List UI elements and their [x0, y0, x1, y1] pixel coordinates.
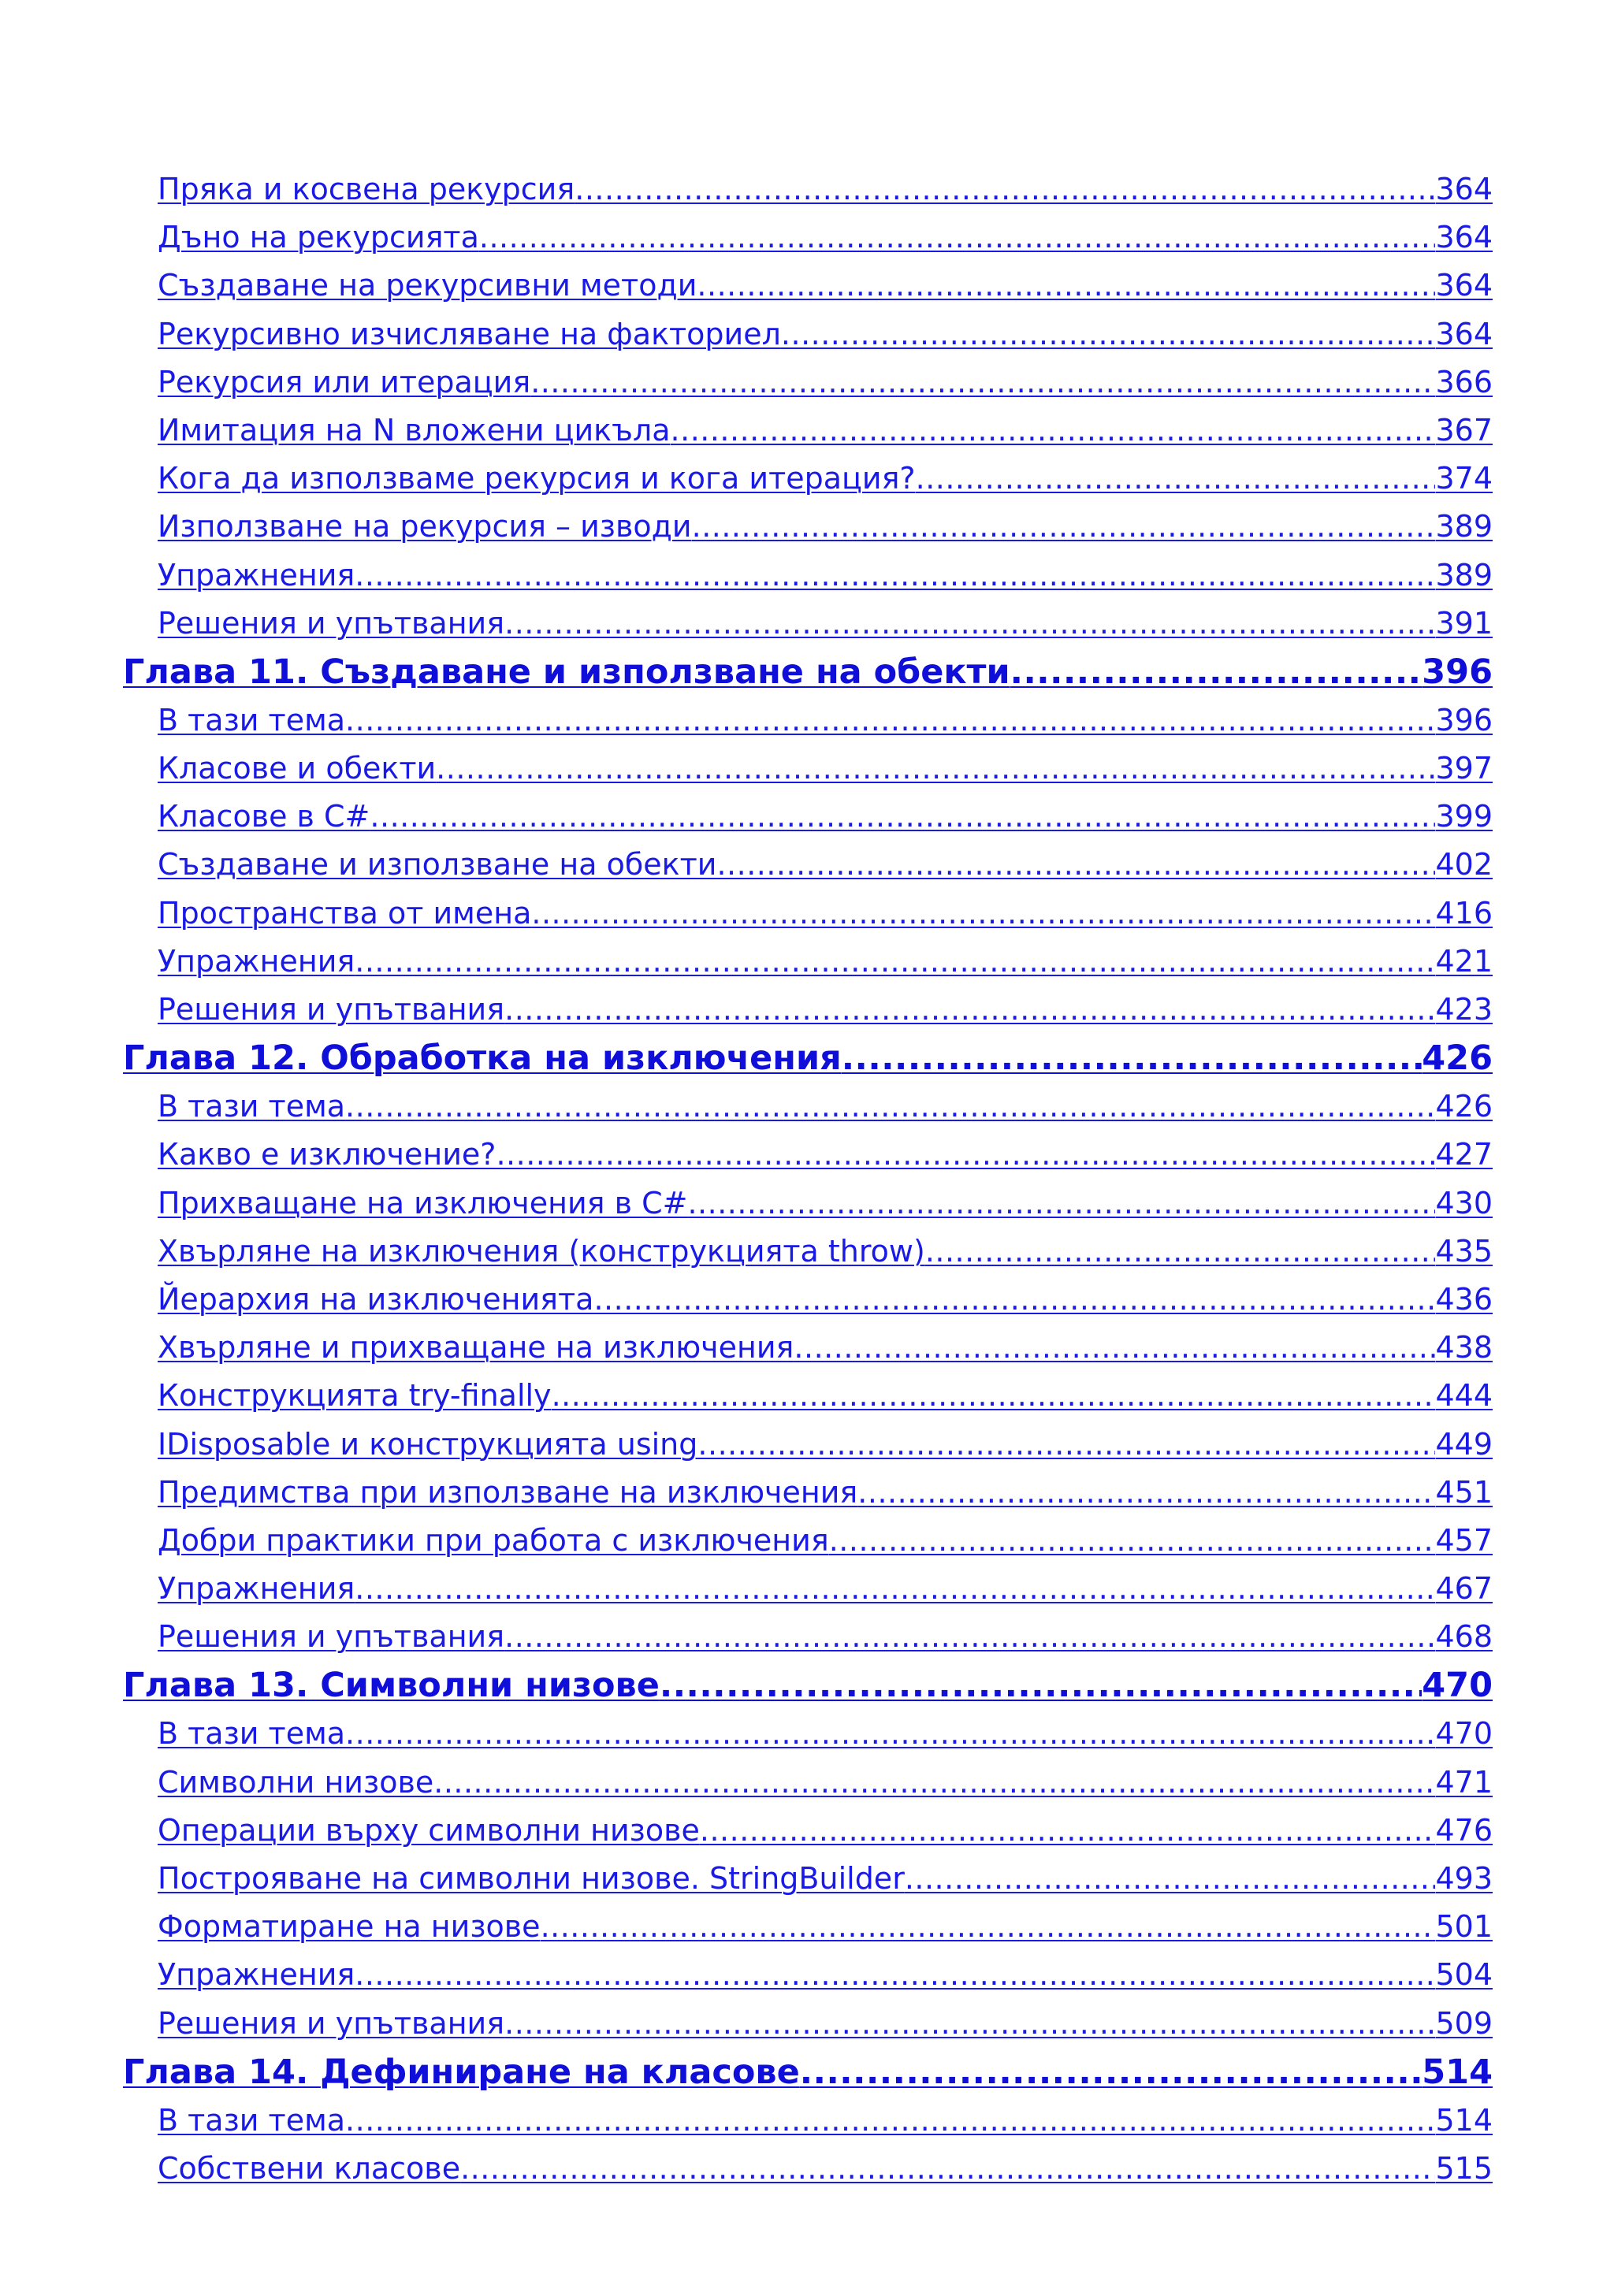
toc-section-link[interactable] [123, 938, 1493, 986]
toc-dot-leader [504, 600, 1435, 648]
toc-page-number: 402 [1435, 847, 1493, 882]
toc-chapter-link[interactable] [123, 2048, 1493, 2097]
toc-dot-leader [436, 745, 1435, 793]
toc-entry-title: Собствени класове [158, 2150, 461, 2186]
toc-entry-title: Добри практики при работа с изключения [158, 1522, 829, 1558]
toc-dot-leader [781, 310, 1436, 359]
toc-page-number: 367 [1435, 412, 1493, 448]
toc-page-number: 364 [1435, 172, 1493, 206]
toc-dot-leader [345, 697, 1435, 745]
toc-dot-leader [496, 1131, 1435, 1179]
toc-page-number: 515 [1435, 2150, 1493, 2186]
toc-entry-title: Форматиране на низове [158, 1909, 541, 1945]
toc-entry-title: Прихващане на изключения в C# [158, 1185, 688, 1220]
toc-page-number: 389 [1435, 557, 1493, 593]
toc-page-number: 451 [1435, 1474, 1493, 1510]
toc-dot-leader [700, 1807, 1436, 1855]
toc-dot-leader [355, 938, 1435, 986]
toc-section-link[interactable] [123, 600, 1493, 648]
toc-section-link[interactable] [123, 2097, 1493, 2145]
toc-entry-title: Глава 14. Дефиниране на класове [123, 2052, 800, 2092]
toc-chapter-link[interactable] [123, 1661, 1493, 1710]
toc-page-number: 396 [1422, 652, 1493, 692]
toc-dot-leader [504, 1613, 1435, 1661]
toc-entry-title: Какво е изключение? [158, 1137, 496, 1172]
toc-section-link[interactable] [123, 745, 1493, 793]
toc-entry-title: Решения и упътвания [158, 605, 505, 641]
toc-section-link[interactable] [123, 455, 1493, 503]
toc-page-number: 470 [1435, 1716, 1493, 1752]
toc-dot-leader [541, 1903, 1436, 1951]
toc-entry-title: Имитация на N вложени цикъла [158, 412, 671, 448]
toc-entry-title: IDisposable и конструкцията using [158, 1426, 698, 1462]
toc-dot-leader [925, 1228, 1436, 1276]
toc-dot-leader [370, 793, 1435, 841]
toc-dot-leader [355, 552, 1435, 600]
toc-page-number: 467 [1435, 1571, 1493, 1607]
toc-page-number: 476 [1435, 1812, 1493, 1848]
toc-entry-title: В тази тема [158, 702, 346, 737]
toc-section-link[interactable] [123, 1276, 1493, 1324]
toc-dot-leader [794, 1324, 1435, 1372]
toc-entry-title: В тази тема [158, 2102, 346, 2138]
toc-section-link[interactable] [123, 1228, 1493, 1276]
toc-entry-title: Упражнения [158, 1571, 355, 1607]
toc-section-link[interactable] [123, 359, 1493, 407]
toc-section-link[interactable] [123, 793, 1493, 841]
toc-entry-title: Упражнения [158, 1957, 355, 1993]
toc-dot-leader [531, 890, 1435, 938]
toc-page-number: 364 [1435, 268, 1493, 303]
toc-page-number: 457 [1435, 1522, 1493, 1558]
toc-dot-leader [345, 1083, 1435, 1131]
toc-entry-title: Хвърляне на изключения (конструкцията throw) [158, 1233, 925, 1269]
toc-dot-leader [692, 503, 1436, 551]
toc-entry-title: В тази тема [158, 1089, 346, 1124]
toc-section-link[interactable] [123, 1613, 1493, 1661]
toc-entry-title: Упражнения [158, 943, 355, 979]
toc-section-link[interactable] [123, 214, 1493, 262]
toc-entry-title: В тази тема [158, 1716, 346, 1752]
toc-page-number: 493 [1435, 1861, 1493, 1896]
toc-page-number: 438 [1435, 1330, 1493, 1365]
toc-dot-leader [829, 1517, 1436, 1565]
toc-entry-title: Символни низове [158, 1764, 434, 1800]
toc-entry-title: Пряка и косвена рекурсия [158, 172, 575, 206]
toc-page-number: 449 [1435, 1426, 1493, 1462]
toc-dot-leader [857, 1469, 1435, 1517]
toc-page-number: 364 [1435, 316, 1493, 351]
toc-page-number: 366 [1435, 364, 1493, 399]
toc-dot-leader [355, 1565, 1435, 1613]
toc-page-number: 426 [1422, 1038, 1493, 1079]
toc-section-link[interactable] [123, 1372, 1493, 1420]
toc-page-number: 391 [1435, 605, 1493, 641]
toc-section-link[interactable] [123, 1855, 1493, 1903]
toc-dot-leader [716, 841, 1435, 889]
toc-page-number: 514 [1422, 2052, 1493, 2092]
toc-page-number: 436 [1435, 1281, 1493, 1317]
toc-entry-title: Глава 11. Създаване и използване на обекти [123, 652, 1010, 692]
toc-page-number: 397 [1435, 751, 1493, 786]
toc-dot-leader [593, 1276, 1435, 1324]
toc-dot-leader [697, 1421, 1435, 1469]
toc-section-link[interactable] [123, 1421, 1493, 1469]
toc-entry-title: Дъно на рекурсията [158, 220, 479, 255]
toc-entry-title: Създаване и използване на обекти [158, 847, 717, 882]
toc-entry-title: Кога да използваме рекурсия и кога итерация? [158, 461, 916, 496]
toc-page-number: 396 [1435, 702, 1493, 737]
toc-dot-leader [916, 455, 1436, 503]
toc-page-number: 471 [1435, 1764, 1493, 1800]
toc-dot-leader [687, 1180, 1435, 1228]
toc-section-link[interactable] [123, 890, 1493, 938]
toc-section-link[interactable] [123, 1759, 1493, 1807]
toc-page-number: 504 [1435, 1957, 1493, 1993]
toc-dot-leader [660, 1661, 1422, 1710]
toc-section-link[interactable] [123, 1565, 1493, 1613]
toc-dot-leader [479, 214, 1436, 262]
toc-page-number: 514 [1435, 2102, 1493, 2138]
toc-section-link[interactable] [123, 2145, 1493, 2193]
toc-entry-title: Решения и упътвания [158, 2005, 505, 2041]
toc-page-number: 470 [1422, 1666, 1493, 1706]
toc-dot-leader [504, 986, 1435, 1034]
toc-page-number: 435 [1435, 1233, 1493, 1269]
toc-page-number: 374 [1435, 461, 1493, 496]
toc-section-link[interactable] [123, 407, 1493, 455]
toc-dot-leader [842, 1034, 1422, 1083]
toc-dot-leader [905, 1855, 1436, 1903]
toc-section-link[interactable] [123, 1517, 1493, 1565]
toc-section-link[interactable] [123, 310, 1493, 359]
toc-dot-leader [345, 2097, 1435, 2145]
toc-page-number: 416 [1435, 895, 1493, 931]
toc-page-number: 364 [1435, 220, 1493, 255]
toc-section-link[interactable] [123, 503, 1493, 551]
toc-section-link[interactable] [123, 1180, 1493, 1228]
toc-page-number: 399 [1435, 799, 1493, 834]
toc-section-link[interactable] [123, 165, 1493, 214]
toc-entry-title: Рекурсия или итерация [158, 364, 531, 399]
toc-dot-leader [697, 262, 1435, 310]
toc-section-link[interactable] [123, 1951, 1493, 1999]
toc-section-link[interactable] [123, 262, 1493, 310]
toc-section-link[interactable] [123, 1324, 1493, 1372]
table-of-contents [123, 165, 1493, 2193]
toc-page-number: 421 [1435, 943, 1493, 979]
toc-section-link[interactable] [123, 1710, 1493, 1758]
toc-entry-title: Класове и обекти [158, 751, 437, 786]
toc-section-link[interactable] [123, 1131, 1493, 1179]
toc-entry-title: Решения и упътвания [158, 992, 505, 1027]
toc-section-link[interactable] [123, 697, 1493, 745]
toc-entry-title: Класове в C# [158, 799, 370, 834]
toc-page-number: 426 [1435, 1089, 1493, 1124]
toc-entry-title: Глава 13. Символни низове [123, 1666, 660, 1706]
toc-page-number: 444 [1435, 1378, 1493, 1414]
toc-section-link[interactable] [123, 986, 1493, 1034]
toc-dot-leader [552, 1372, 1436, 1420]
toc-dot-leader [345, 1710, 1435, 1758]
toc-section-link[interactable] [123, 2000, 1493, 2048]
toc-page-number: 427 [1435, 1137, 1493, 1172]
toc-dot-leader [504, 2000, 1435, 2048]
toc-entry-title: Предимства при използване на изключения [158, 1474, 858, 1510]
toc-chapter-link[interactable] [123, 648, 1493, 697]
toc-entry-title: Създаване на рекурсивни методи [158, 268, 697, 303]
toc-entry-title: Хвърляне и прихващане на изключения [158, 1330, 794, 1365]
toc-section-link[interactable] [123, 1903, 1493, 1951]
toc-entry-title: Пространства от имена [158, 895, 532, 931]
toc-dot-leader [355, 1951, 1435, 1999]
toc-dot-leader [1010, 648, 1422, 697]
toc-dot-leader [460, 2145, 1435, 2193]
toc-entry-title: Използване на рекурсия – изводи [158, 509, 692, 544]
toc-section-link[interactable] [123, 1807, 1493, 1855]
toc-dot-leader [800, 2048, 1422, 2097]
toc-chapter-link[interactable] [123, 1034, 1493, 1083]
toc-entry-title: Рекурсивно изчисляване на факториел [158, 316, 781, 351]
toc-entry-title: Глава 12. Обработка на изключения [123, 1038, 842, 1079]
toc-entry-title: Решения и упътвания [158, 1619, 505, 1655]
toc-dot-leader [433, 1759, 1435, 1807]
toc-page-number: 389 [1435, 509, 1493, 544]
toc-page-number: 423 [1435, 992, 1493, 1027]
toc-entry-title: Конструкцията try-finally [158, 1378, 552, 1414]
toc-page-number: 501 [1435, 1909, 1493, 1945]
toc-page-number: 509 [1435, 2005, 1493, 2041]
toc-section-link[interactable] [123, 841, 1493, 889]
toc-entry-title: Йерархия на изключенията [158, 1281, 594, 1317]
toc-dot-leader [671, 407, 1436, 455]
toc-page-number: 430 [1435, 1185, 1493, 1220]
toc-section-link[interactable] [123, 552, 1493, 600]
toc-entry-title: Операции върху символни низове [158, 1812, 700, 1848]
toc-page-number: 468 [1435, 1619, 1493, 1655]
toc-dot-leader [530, 359, 1435, 407]
toc-dot-leader [575, 165, 1435, 214]
toc-section-link[interactable] [123, 1469, 1493, 1517]
toc-entry-title: Упражнения [158, 557, 355, 593]
toc-section-link[interactable] [123, 1083, 1493, 1131]
toc-entry-title: Построяване на символни низове. StringBuilder [158, 1861, 905, 1896]
